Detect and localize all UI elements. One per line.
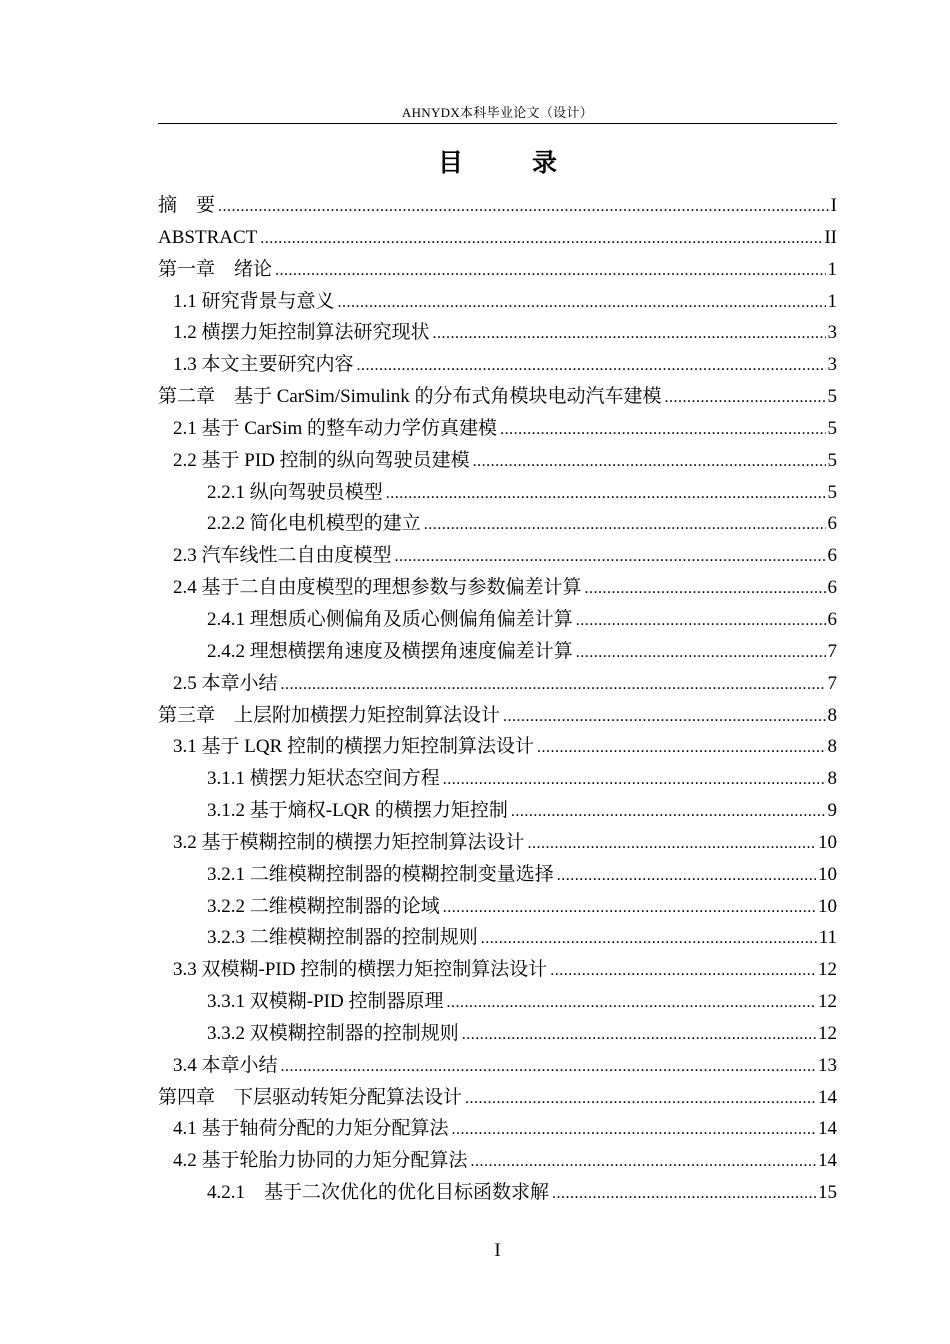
dot-leader bbox=[443, 764, 826, 796]
toc-entry-page: 7 bbox=[827, 672, 837, 694]
toc-entry[interactable] bbox=[158, 954, 837, 986]
dot-leader bbox=[395, 541, 826, 573]
toc-entry-title: 3.1.2 基于熵权-LQR 的横摆力矩控制 bbox=[207, 800, 508, 822]
toc-entry-page: 9 bbox=[827, 800, 837, 822]
toc-entry-title: 第三章 上层附加横摆力矩控制算法设计 bbox=[158, 704, 501, 726]
dot-leader bbox=[557, 860, 816, 892]
toc-entry[interactable] bbox=[158, 381, 837, 413]
dot-leader bbox=[503, 701, 825, 733]
dot-leader bbox=[433, 318, 826, 350]
toc-entry[interactable] bbox=[158, 891, 837, 923]
toc-entry[interactable] bbox=[158, 1018, 837, 1050]
toc-entry-page: 5 bbox=[827, 386, 837, 408]
dot-leader bbox=[576, 605, 826, 637]
dot-leader bbox=[386, 478, 826, 510]
dot-leader bbox=[585, 573, 826, 605]
toc-entry[interactable] bbox=[158, 1145, 837, 1177]
toc-entry-page: 6 bbox=[827, 545, 837, 567]
toc-title: 目 录 bbox=[437, 148, 579, 177]
toc-entry-page: 14 bbox=[818, 1086, 837, 1108]
toc-entry-page: 8 bbox=[827, 736, 837, 758]
toc-entry-page: 5 bbox=[827, 417, 837, 439]
toc-entry-page: 8 bbox=[827, 704, 837, 726]
toc-entry[interactable] bbox=[158, 349, 837, 381]
toc-entry-title: ABSTRACT bbox=[158, 226, 258, 248]
toc-entry-title: 2.5 本章小结 bbox=[173, 672, 278, 694]
page-number: I bbox=[494, 1240, 501, 1261]
toc-entry-page: 6 bbox=[827, 608, 837, 630]
toc-entry-page: 12 bbox=[818, 959, 837, 981]
toc-entry-title: 1.3 本文主要研究内容 bbox=[173, 354, 354, 376]
toc-entry-page: 15 bbox=[818, 1182, 837, 1204]
toc-entry-title: 3.3.2 双模糊控制器的控制规则 bbox=[207, 1022, 459, 1044]
toc-entry-title: 3.2.2 二维模糊控制器的论域 bbox=[207, 895, 440, 917]
toc-entry-page: 10 bbox=[818, 863, 837, 885]
dot-leader bbox=[338, 287, 826, 319]
toc-entry[interactable] bbox=[158, 286, 837, 318]
toc-entry-page: 6 bbox=[827, 513, 837, 535]
toc-entry-title: 2.4.1 理想质心侧偏角及质心侧偏角偏差计算 bbox=[207, 608, 573, 630]
dot-leader bbox=[550, 955, 816, 987]
toc-entry[interactable] bbox=[158, 636, 837, 668]
toc-entry-title: 第二章 基于 CarSim/Simulink 的分布式角模块电动汽车建模 bbox=[158, 386, 662, 408]
toc-entry-title: 3.3 双模糊-PID 控制的横摆力矩控制算法设计 bbox=[173, 959, 548, 981]
dot-leader bbox=[281, 1051, 816, 1083]
dot-leader bbox=[281, 669, 826, 701]
toc-entry-page: II bbox=[824, 226, 837, 248]
toc-entry[interactable] bbox=[158, 700, 837, 732]
toc-entry-page: 3 bbox=[827, 322, 837, 344]
toc-entry-title: 3.1.1 横摆力矩状态空间方程 bbox=[207, 768, 440, 790]
toc-entry-title: 3.3.1 双模糊-PID 控制器原理 bbox=[207, 991, 444, 1013]
dot-leader bbox=[443, 892, 816, 924]
toc-entry[interactable] bbox=[158, 1050, 837, 1082]
toc-entry-title: 第四章 下层驱动转矩分配算法设计 bbox=[158, 1086, 463, 1108]
toc-entry-page: 12 bbox=[818, 991, 837, 1013]
dot-leader bbox=[275, 255, 825, 287]
toc-entry-page: 1 bbox=[827, 258, 837, 280]
toc-entry[interactable] bbox=[158, 222, 837, 254]
dot-leader bbox=[260, 223, 822, 255]
toc-entry-title: 3.2.3 二维模糊控制器的控制规则 bbox=[207, 927, 478, 949]
toc-entry-title: 3.2.1 二维模糊控制器的模糊控制变量选择 bbox=[207, 863, 554, 885]
toc-entry-page: I bbox=[830, 195, 837, 216]
toc-entry[interactable] bbox=[158, 763, 837, 795]
toc-entry[interactable] bbox=[158, 1113, 837, 1145]
dot-leader bbox=[537, 732, 825, 764]
toc-entry-title: 3.2 基于模糊控制的横摆力矩控制算法设计 bbox=[173, 831, 525, 853]
toc-entry[interactable] bbox=[158, 540, 837, 572]
toc-entry-page: 11 bbox=[818, 927, 837, 949]
dot-leader bbox=[528, 828, 816, 860]
toc-entry-title: 摘 要 bbox=[158, 195, 216, 216]
toc-entry-title: 1.1 研究背景与意义 bbox=[173, 290, 335, 312]
toc-entry-title: 2.1 基于 CarSim 的整车动力学仿真建模 bbox=[173, 417, 498, 439]
toc-entry-title: 4.1 基于轴荷分配的力矩分配算法 bbox=[173, 1118, 449, 1140]
toc-entry[interactable] bbox=[158, 1177, 837, 1209]
toc-entry-page: 14 bbox=[818, 1150, 837, 1172]
dot-leader bbox=[357, 350, 826, 382]
toc-entry-title: 2.2.1 纵向驾驶员模型 bbox=[207, 481, 383, 503]
dot-leader bbox=[218, 191, 829, 223]
toc-entry-page: 3 bbox=[827, 354, 837, 376]
toc-entry-title: 4.2.1 基于二次优化的优化目标函数求解 bbox=[207, 1182, 550, 1204]
toc-entry[interactable] bbox=[158, 413, 837, 445]
toc-entry-page: 7 bbox=[827, 640, 837, 662]
toc-entry-title: 3.4 本章小结 bbox=[173, 1054, 278, 1076]
toc-entry[interactable] bbox=[158, 604, 837, 636]
toc-entry[interactable] bbox=[158, 254, 837, 286]
dot-leader bbox=[452, 1114, 816, 1146]
toc-entry[interactable] bbox=[158, 477, 837, 509]
toc-entry-title: 3.1 基于 LQR 控制的横摆力矩控制算法设计 bbox=[173, 736, 535, 758]
toc-entry[interactable] bbox=[158, 572, 837, 604]
toc-entry-page: 12 bbox=[818, 1022, 837, 1044]
toc-entry[interactable] bbox=[158, 668, 837, 700]
dot-leader bbox=[665, 382, 826, 414]
table-of-contents bbox=[158, 190, 837, 1209]
dot-leader bbox=[511, 796, 826, 828]
dot-leader bbox=[481, 923, 817, 955]
toc-entry[interactable] bbox=[158, 317, 837, 349]
toc-entry-page: 13 bbox=[818, 1054, 837, 1076]
toc-entry[interactable] bbox=[158, 1082, 837, 1114]
dot-leader bbox=[424, 509, 826, 541]
dot-leader bbox=[552, 1178, 816, 1210]
dot-leader bbox=[473, 446, 826, 478]
toc-entry-title: 2.4 基于二自由度模型的理想参数与参数偏差计算 bbox=[173, 577, 582, 599]
toc-entry-title: 2.2.2 简化电机模型的建立 bbox=[207, 513, 421, 535]
toc-entry-title: 第一章 绪论 bbox=[158, 258, 273, 280]
toc-entry[interactable] bbox=[158, 795, 837, 827]
toc-entry-page: 6 bbox=[827, 577, 837, 599]
toc-entry-page: 10 bbox=[818, 895, 837, 917]
toc-entry-title: 4.2 基于轮胎力协同的力矩分配算法 bbox=[173, 1150, 468, 1172]
toc-entry-title: 2.4.2 理想横摆角速度及横摆角速度偏差计算 bbox=[207, 640, 573, 662]
dot-leader bbox=[462, 1019, 816, 1051]
toc-entry-title: 2.3 汽车线性二自由度模型 bbox=[173, 545, 392, 567]
toc-entry[interactable] bbox=[158, 859, 837, 891]
dot-leader bbox=[500, 414, 825, 446]
dot-leader bbox=[471, 1146, 816, 1178]
toc-entry[interactable] bbox=[158, 445, 837, 477]
toc-entry-page: 5 bbox=[827, 481, 837, 503]
toc-entry[interactable] bbox=[158, 508, 837, 540]
dot-leader bbox=[465, 1083, 816, 1115]
toc-entry[interactable] bbox=[158, 827, 837, 859]
toc-entry-page: 14 bbox=[818, 1118, 837, 1140]
toc-entry[interactable] bbox=[158, 986, 837, 1018]
toc-entry[interactable] bbox=[158, 731, 837, 763]
toc-entry-title: 1.2 横摆力矩控制算法研究现状 bbox=[173, 322, 430, 344]
running-header: AHNYDX本科毕业论文（设计） bbox=[401, 105, 594, 120]
header-rule bbox=[158, 123, 837, 124]
toc-entry-page: 8 bbox=[827, 768, 837, 790]
dot-leader bbox=[576, 637, 826, 669]
toc-entry[interactable] bbox=[158, 922, 837, 954]
toc-entry-page: 10 bbox=[818, 831, 837, 853]
dot-leader bbox=[446, 987, 816, 1019]
toc-entry-page: 1 bbox=[827, 290, 837, 312]
toc-entry[interactable] bbox=[158, 190, 837, 222]
toc-entry-page: 5 bbox=[827, 449, 837, 471]
toc-entry-title: 2.2 基于 PID 控制的纵向驾驶员建模 bbox=[173, 449, 470, 471]
